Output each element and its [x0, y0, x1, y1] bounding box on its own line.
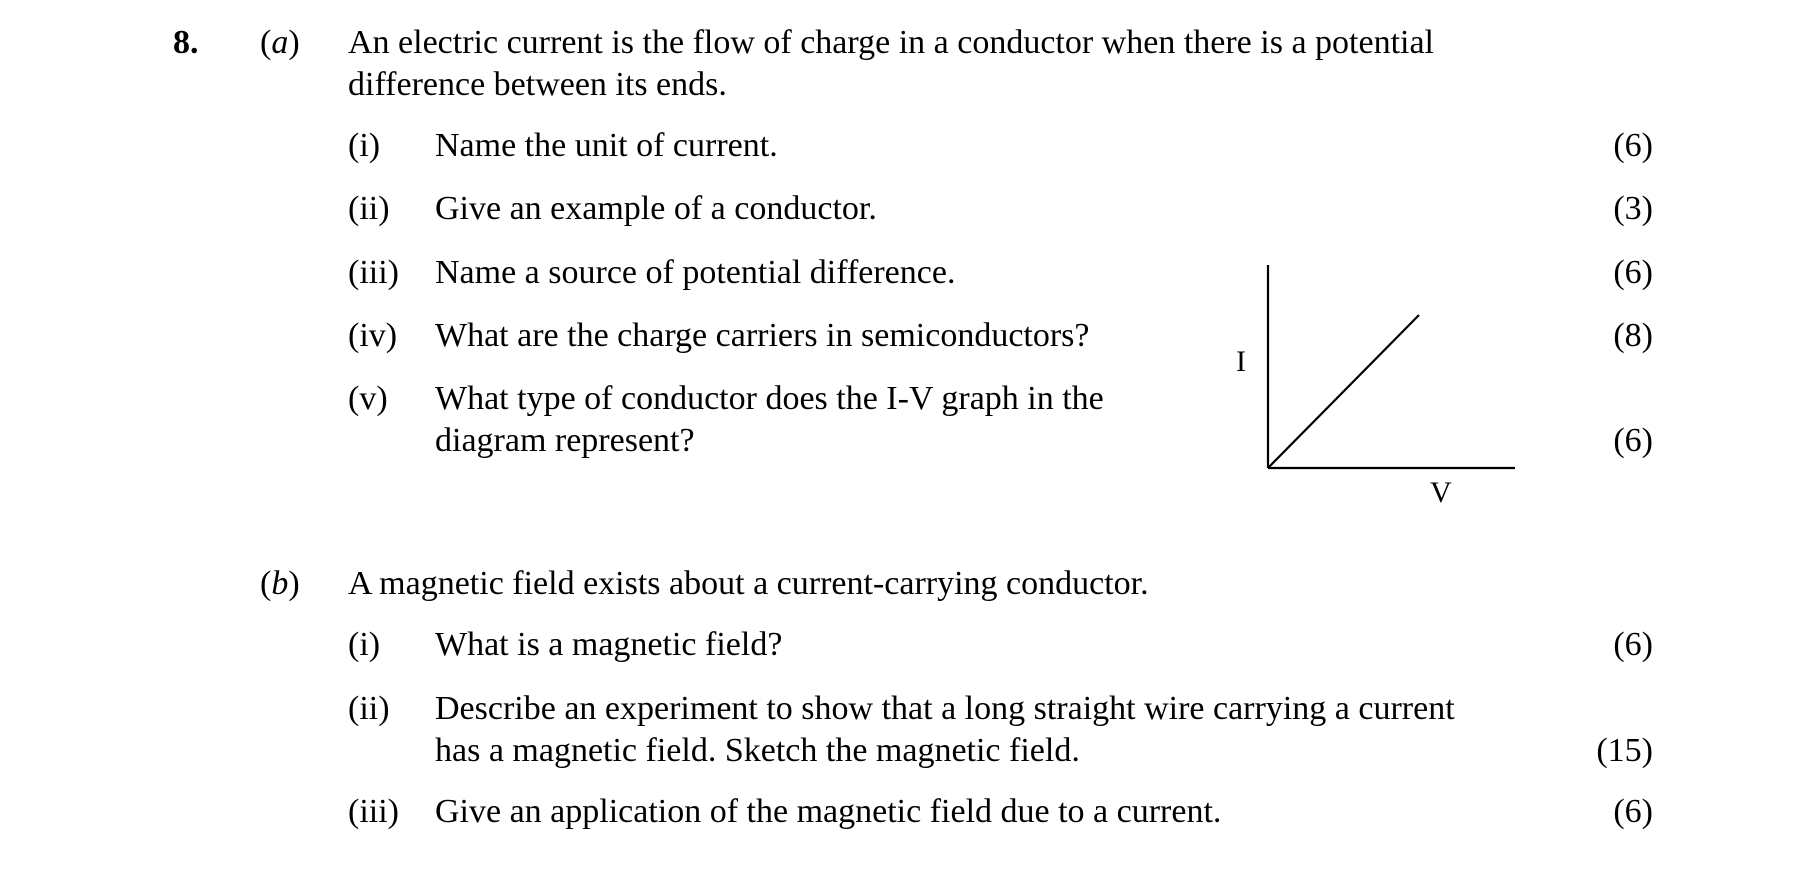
part-a-item-1-number: (i) [348, 127, 381, 164]
part-b-item-1-number: (i) [348, 626, 381, 663]
part-a-stem-line1: An electric current is the flow of charge in a conductor when there is a potential [348, 24, 1435, 61]
part-b-label-letter: b [271, 565, 289, 602]
question-number: 8. [173, 24, 199, 61]
part-a-item-5-text-line1: What type of conductor does the I-V graph in the [435, 380, 1104, 417]
part-a-item-4-text: What are the charge carriers in semiconductors? [435, 317, 1090, 354]
part-a-item-5-number: (v) [348, 380, 388, 417]
part-a-item-4-marks: (8) [1613, 317, 1653, 354]
part-b-item-2-text-line1: Describe an experiment to show that a long straight wire carrying a current [435, 690, 1455, 727]
part-a-stem-line2: difference between its ends. [348, 66, 727, 103]
part-a-item-1-marks: (6) [1613, 127, 1653, 164]
part-b-item-1-text: What is a magnetic field? [435, 626, 783, 663]
graph-x-axis-label: V [1430, 476, 1452, 509]
graph-y-axis-label: I [1236, 345, 1246, 378]
part-a-item-3-marks: (6) [1613, 254, 1653, 291]
part-b-item-3-marks: (6) [1613, 793, 1653, 830]
part-b-label-open: ( [260, 565, 272, 602]
part-a-item-3-text: Name a source of potential difference. [435, 254, 956, 291]
part-b-item-3-number: (iii) [348, 793, 399, 830]
part-b-label [260, 563, 300, 605]
part-b-stem: A magnetic field exists about a current-carrying conductor. [348, 565, 1149, 602]
part-a-item-2-marks: (3) [1613, 190, 1653, 227]
iv-graph [1220, 250, 1520, 480]
part-b-item-3-text: Give an application of the magnetic field due to a current. [435, 793, 1222, 830]
part-a-item-3-number: (iii) [348, 254, 399, 291]
part-a-label-open: ( [260, 24, 272, 61]
part-b-item-2-number: (ii) [348, 690, 390, 727]
part-a-item-5-marks: (6) [1613, 422, 1653, 459]
part-b-item-1-marks: (6) [1613, 626, 1653, 663]
part-a-label-letter: a [271, 24, 289, 61]
part-b-item-2-marks: (15) [1596, 732, 1653, 769]
part-b-item-2-text-line2: has a magnetic field. Sketch the magnetic field. [435, 732, 1080, 769]
part-a-label-close: ) [288, 24, 300, 61]
part-a-item-2-text: Give an example of a conductor. [435, 190, 877, 227]
part-a-item-5-text-line2: diagram represent? [435, 422, 695, 459]
part-a-item-4-number: (iv) [348, 317, 398, 354]
part-a-item-1-text: Name the unit of current. [435, 127, 778, 164]
graph-iv-line [1268, 315, 1419, 468]
part-a-item-2-number: (ii) [348, 190, 390, 227]
part-b-label-close: ) [288, 565, 300, 602]
part-a-label [260, 22, 300, 64]
